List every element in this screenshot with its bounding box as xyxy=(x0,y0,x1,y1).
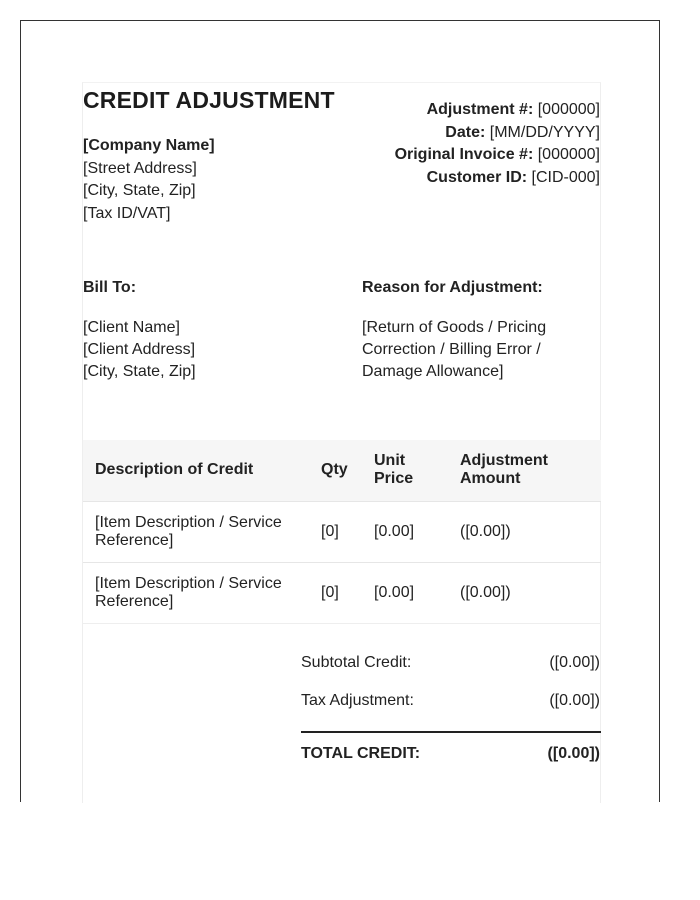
company-street: [Street Address] xyxy=(83,159,197,177)
header-unit-price xyxy=(362,440,448,501)
document-meta xyxy=(395,99,600,189)
row-qty: [0] xyxy=(311,562,362,623)
row-description-line: Reference] xyxy=(95,592,174,610)
row-description-line: [Item Description / Service xyxy=(95,513,282,531)
document-title: CREDIT ADJUSTMENT xyxy=(83,87,335,113)
row-unit-price: [0.00] xyxy=(362,501,448,562)
customer-id-value: [CID-000] xyxy=(531,168,600,186)
client-address: [Client Address] xyxy=(83,341,196,358)
original-invoice xyxy=(395,144,600,167)
total-credit-value: ([0.00]) xyxy=(547,745,600,762)
subtotal-value: ([0.00]) xyxy=(549,654,600,671)
customer-id xyxy=(395,167,600,190)
tax-adjustment-value: ([0.00]) xyxy=(549,692,600,709)
original-invoice-value: [000000] xyxy=(537,146,600,163)
header-adjustment-amount xyxy=(448,440,601,501)
header-unit-price-line: Price xyxy=(374,470,414,488)
total-divider xyxy=(301,731,601,733)
reason-line: [Return of Goods / Pricing xyxy=(362,319,547,336)
header-qty: Qty xyxy=(321,461,348,479)
row-description xyxy=(83,562,311,623)
header-amount-line: Amount xyxy=(460,470,521,488)
total-credit-label: TOTAL CREDIT: xyxy=(301,745,421,762)
table-row xyxy=(83,501,601,562)
original-invoice-label: Original Invoice #: xyxy=(394,146,534,163)
reason-heading: Reason for Adjustment: xyxy=(362,279,543,296)
date-value: [MM/DD/YYYY] xyxy=(489,123,600,141)
adjustment-number-label: Adjustment #: xyxy=(426,101,534,118)
header-description: Description of Credit xyxy=(95,461,254,479)
row-qty: [0] xyxy=(311,501,362,562)
document-page xyxy=(20,20,660,802)
header-unit-price-line: Unit xyxy=(374,452,406,470)
customer-id-label: Customer ID: xyxy=(426,168,528,186)
header-amount-line: Adjustment xyxy=(460,452,548,470)
reason-line: Damage Allowance] xyxy=(362,363,504,380)
adjustment-number xyxy=(395,99,600,122)
subtotal-label: Subtotal Credit: xyxy=(301,654,412,671)
date-label: Date: xyxy=(445,123,486,141)
company-block xyxy=(83,135,215,225)
table-header-row xyxy=(83,440,601,501)
client-city: [City, State, Zip] xyxy=(83,363,196,380)
client-name: [Client Name] xyxy=(83,319,180,336)
credit-adjustment-document xyxy=(82,82,601,803)
company-city: [City, State, Zip] xyxy=(83,182,196,199)
bill-to-block xyxy=(83,317,196,383)
row-description-line: Reference] xyxy=(95,531,174,549)
credit-items-table xyxy=(83,440,601,624)
row-unit-price: [0.00] xyxy=(362,562,448,623)
row-description xyxy=(83,501,311,562)
company-tax-id: [Tax ID/VAT] xyxy=(83,204,171,222)
adjustment-number-value: [000000] xyxy=(537,101,600,118)
tax-adjustment-label: Tax Adjustment: xyxy=(301,692,414,709)
adjustment-date xyxy=(395,122,600,145)
company-name: [Company Name] xyxy=(83,137,215,154)
row-amount: ([0.00]) xyxy=(448,562,601,623)
row-amount: ([0.00]) xyxy=(448,501,601,562)
table-row xyxy=(83,562,601,623)
bill-to-heading: Bill To: xyxy=(83,279,137,296)
reason-block xyxy=(362,317,546,383)
reason-line: Correction / Billing Error / xyxy=(362,341,541,358)
row-description-line: [Item Description / Service xyxy=(95,574,282,592)
